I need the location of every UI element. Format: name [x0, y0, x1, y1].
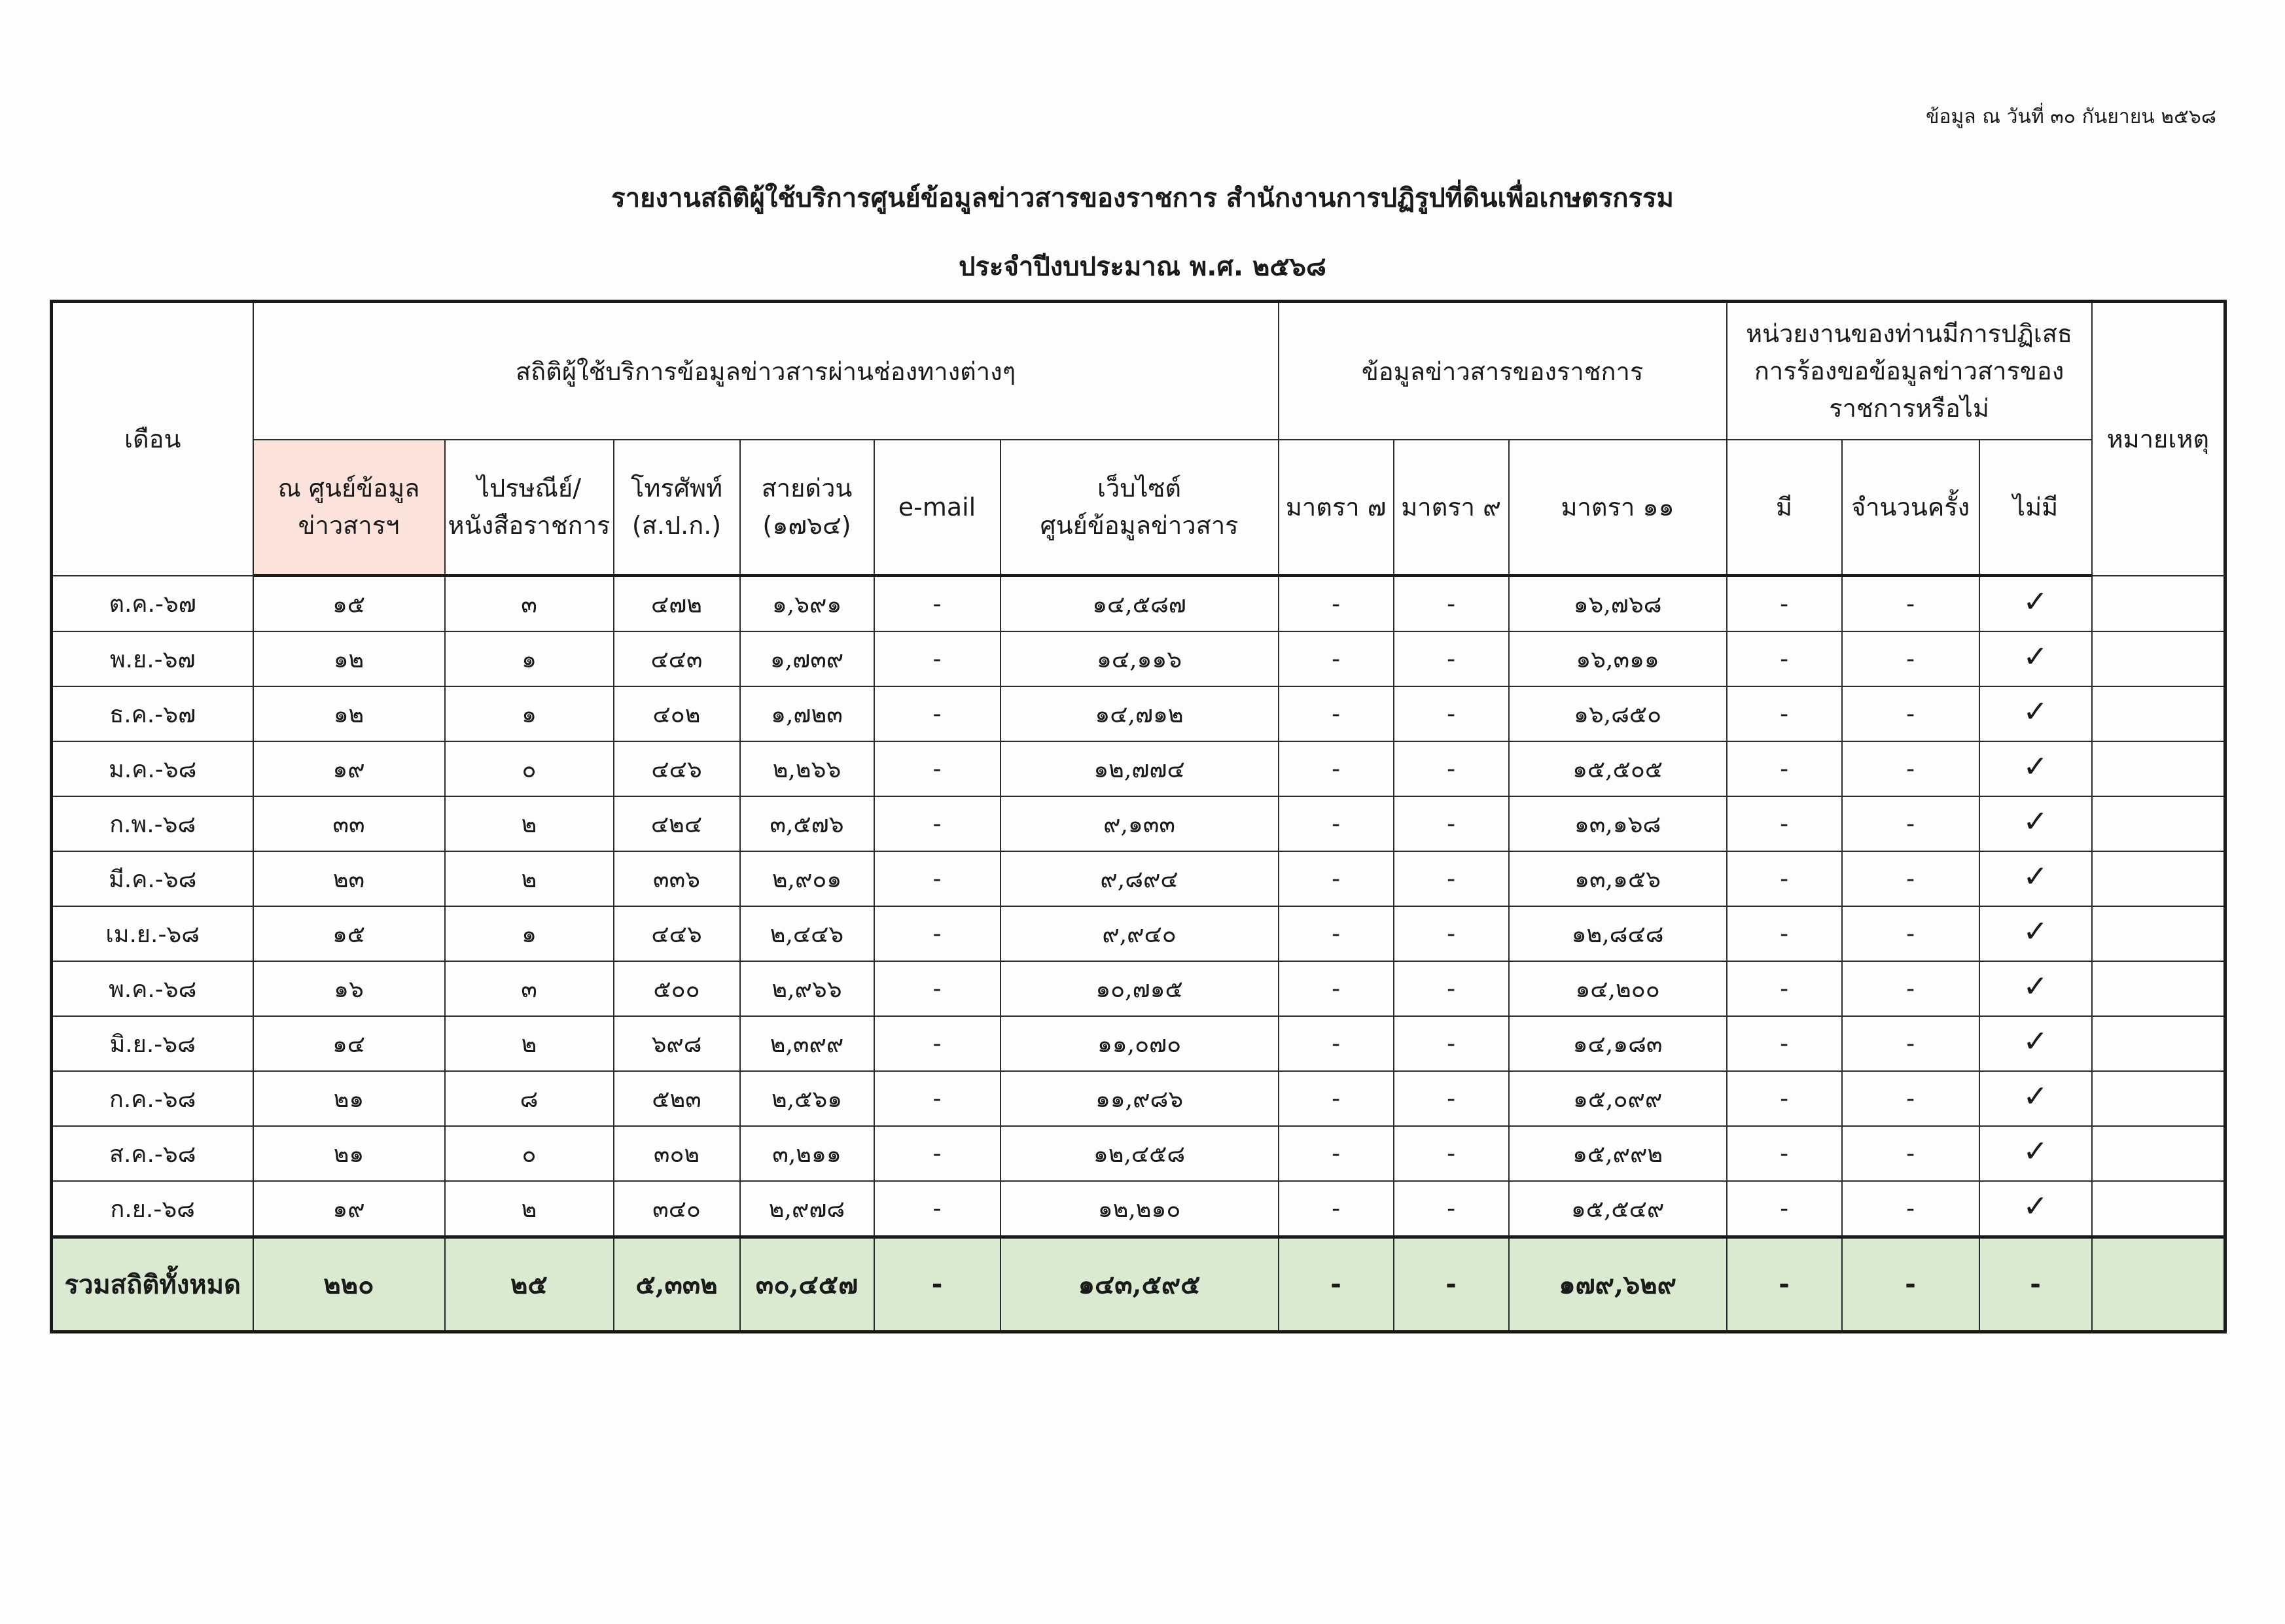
section-7-cell: -	[1279, 906, 1394, 961]
table-body	[52, 576, 2225, 1237]
section-9-cell: -	[1394, 1071, 1509, 1126]
total-label: รวมสถิติทั้งหมด	[52, 1237, 253, 1332]
mail-count-cell: ๑	[445, 906, 614, 961]
center-count-cell: ๑๔	[253, 1016, 445, 1071]
remarks-cell	[2092, 1071, 2225, 1126]
month-cell: มิ.ย.-๖๘	[52, 1016, 253, 1071]
website-count-cell: ๙,๑๓๓	[1001, 796, 1279, 851]
hotline-count-cell: ๑,๗๒๓	[740, 686, 874, 741]
section-11-cell: ๑๖,๘๕๐	[1509, 686, 1727, 741]
header-section-11: มาตรา ๑๑	[1509, 440, 1727, 576]
remarks-cell	[2092, 906, 2225, 961]
table-row	[52, 631, 2225, 686]
header-section-7: มาตรา ๗	[1279, 440, 1394, 576]
month-cell: พ.ค.-๖๘	[52, 961, 253, 1016]
header-hotline: สายด่วน (๑๗๖๔)	[740, 440, 874, 576]
header-mail: ไปรษณีย์/ หนังสือราชการ	[445, 440, 614, 576]
refusal-no-cell	[1979, 1016, 2092, 1071]
phone-count-cell: ๓๓๖	[614, 851, 740, 906]
refusal-times-cell: -	[1842, 741, 1979, 796]
check-icon: ✓	[2023, 1078, 2048, 1114]
center-count-cell: ๑๖	[253, 961, 445, 1016]
check-icon: ✓	[2023, 858, 2048, 894]
email-count-cell: -	[874, 741, 1001, 796]
refusal-yes-cell: -	[1727, 1181, 1842, 1237]
website-count-cell: ๙,๙๔๐	[1001, 906, 1279, 961]
refusal-times-cell: -	[1842, 796, 1979, 851]
table-row	[52, 906, 2225, 961]
refusal-no-cell	[1979, 686, 2092, 741]
total-email: -	[874, 1237, 1001, 1332]
table-row	[52, 1126, 2225, 1181]
hotline-count-cell: ๒,๒๖๖	[740, 741, 874, 796]
check-icon: ✓	[2023, 968, 2048, 1004]
section-9-cell: -	[1394, 851, 1509, 906]
total-section-9: -	[1394, 1237, 1509, 1332]
mail-count-cell: ๒	[445, 851, 614, 906]
header-remarks: หมายเหตุ	[2092, 302, 2225, 576]
header-refusal-no: ไม่มี	[1979, 440, 2092, 576]
website-count-cell: ๑๑,๐๗๐	[1001, 1016, 1279, 1071]
mail-count-cell: ๓	[445, 576, 614, 632]
refusal-yes-cell: -	[1727, 741, 1842, 796]
center-count-cell: ๑๙	[253, 1181, 445, 1237]
phone-count-cell: ๔๔๖	[614, 906, 740, 961]
check-icon: ✓	[2023, 1023, 2048, 1059]
month-cell: ก.ค.-๖๘	[52, 1071, 253, 1126]
section-11-cell: ๑๕,๕๔๙	[1509, 1181, 1727, 1237]
refusal-yes-cell: -	[1727, 1016, 1842, 1071]
section-11-cell: ๑๖,๗๖๘	[1509, 576, 1727, 632]
section-11-cell: ๑๕,๐๙๙	[1509, 1071, 1727, 1126]
total-section-7: -	[1279, 1237, 1394, 1332]
section-9-cell: -	[1394, 796, 1509, 851]
email-count-cell: -	[874, 1181, 1001, 1237]
total-website: ๑๔๓,๕๙๕	[1001, 1237, 1279, 1332]
section-9-cell: -	[1394, 906, 1509, 961]
hotline-count-cell: ๑,๖๙๑	[740, 576, 874, 632]
refusal-yes-cell: -	[1727, 631, 1842, 686]
center-count-cell: ๑๕	[253, 906, 445, 961]
section-7-cell: -	[1279, 796, 1394, 851]
check-icon: ✓	[2023, 1133, 2048, 1169]
month-cell: ธ.ค.-๖๗	[52, 686, 253, 741]
refusal-yes-cell: -	[1727, 851, 1842, 906]
section-7-cell: -	[1279, 1071, 1394, 1126]
month-cell: ต.ค.-๖๗	[52, 576, 253, 632]
remarks-cell	[2092, 961, 2225, 1016]
refusal-times-cell: -	[1842, 1126, 1979, 1181]
section-9-cell: -	[1394, 961, 1509, 1016]
mail-count-cell: ๐	[445, 1126, 614, 1181]
header-email: e-mail	[874, 440, 1001, 576]
section-11-cell: ๑๓,๑๖๘	[1509, 796, 1727, 851]
phone-count-cell: ๔๒๔	[614, 796, 740, 851]
phone-count-cell: ๕๒๓	[614, 1071, 740, 1126]
header-official-info-group: ข้อมูลข่าวสารของราชการ	[1279, 302, 1727, 440]
refusal-no-cell	[1979, 851, 2092, 906]
total-mail: ๒๕	[445, 1237, 614, 1332]
phone-count-cell: ๔๗๒	[614, 576, 740, 632]
statistics-table	[50, 300, 2227, 1333]
month-cell: ก.ย.-๖๘	[52, 1181, 253, 1237]
center-count-cell: ๓๓	[253, 796, 445, 851]
section-9-cell: -	[1394, 686, 1509, 741]
mail-count-cell: ๒	[445, 1016, 614, 1071]
total-refusal-yes: -	[1727, 1237, 1842, 1332]
month-cell: เม.ย.-๖๘	[52, 906, 253, 961]
mail-count-cell: ๒	[445, 796, 614, 851]
section-11-cell: ๑๔,๒๐๐	[1509, 961, 1727, 1016]
total-hotline: ๓๐,๔๕๗	[740, 1237, 874, 1332]
phone-count-cell: ๔๔๓	[614, 631, 740, 686]
section-11-cell: ๑๖,๓๑๑	[1509, 631, 1727, 686]
website-count-cell: ๑๒,๒๑๐	[1001, 1181, 1279, 1237]
mail-count-cell: ๑	[445, 686, 614, 741]
header-refusal-times: จำนวนครั้ง	[1842, 440, 1979, 576]
remarks-cell	[2092, 631, 2225, 686]
hotline-count-cell: ๒,๔๔๖	[740, 906, 874, 961]
section-9-cell: -	[1394, 1126, 1509, 1181]
email-count-cell: -	[874, 1126, 1001, 1181]
check-icon: ✓	[2023, 583, 2048, 619]
email-count-cell: -	[874, 631, 1001, 686]
refusal-yes-cell: -	[1727, 961, 1842, 1016]
hotline-count-cell: ๑,๗๓๙	[740, 631, 874, 686]
refusal-no-cell	[1979, 796, 2092, 851]
table-row	[52, 961, 2225, 1016]
section-7-cell: -	[1279, 741, 1394, 796]
section-9-cell: -	[1394, 631, 1509, 686]
refusal-times-cell: -	[1842, 1016, 1979, 1071]
mail-count-cell: ๑	[445, 631, 614, 686]
refusal-times-cell: -	[1842, 686, 1979, 741]
refusal-no-cell	[1979, 631, 2092, 686]
header-section-9: มาตรา ๙	[1394, 440, 1509, 576]
header-info-center: ณ ศูนย์ข้อมูล ข่าวสารฯ	[253, 440, 445, 576]
refusal-yes-cell: -	[1727, 576, 1842, 632]
month-cell: ก.พ.-๖๘	[52, 796, 253, 851]
section-7-cell: -	[1279, 686, 1394, 741]
email-count-cell: -	[874, 576, 1001, 632]
center-count-cell: ๑๕	[253, 576, 445, 632]
section-7-cell: -	[1279, 1126, 1394, 1181]
section-7-cell: -	[1279, 1016, 1394, 1071]
hotline-count-cell: ๒,๓๙๙	[740, 1016, 874, 1071]
hotline-count-cell: ๓,๒๑๑	[740, 1126, 874, 1181]
section-9-cell: -	[1394, 1016, 1509, 1071]
refusal-times-cell: -	[1842, 1181, 1979, 1237]
check-icon: ✓	[2023, 913, 2048, 949]
website-count-cell: ๑๒,๔๕๘	[1001, 1126, 1279, 1181]
remarks-cell	[2092, 796, 2225, 851]
refusal-no-cell	[1979, 741, 2092, 796]
email-count-cell: -	[874, 906, 1001, 961]
hotline-count-cell: ๒,๙๗๘	[740, 1181, 874, 1237]
center-count-cell: ๑๒	[253, 631, 445, 686]
check-icon: ✓	[2023, 803, 2048, 839]
table-row	[52, 1181, 2225, 1237]
website-count-cell: ๑๒,๗๗๔	[1001, 741, 1279, 796]
email-count-cell: -	[874, 686, 1001, 741]
total-center: ๒๒๐	[253, 1237, 445, 1332]
refusal-yes-cell: -	[1727, 906, 1842, 961]
remarks-cell	[2092, 1016, 2225, 1071]
center-count-cell: ๒๑	[253, 1126, 445, 1181]
refusal-no-cell	[1979, 1126, 2092, 1181]
header-refusal-yes: มี	[1727, 440, 1842, 576]
phone-count-cell: ๔๐๒	[614, 686, 740, 741]
total-refusal-times: -	[1842, 1237, 1979, 1332]
table-row	[52, 1071, 2225, 1126]
header-month: เดือน	[52, 302, 253, 576]
center-count-cell: ๒๓	[253, 851, 445, 906]
center-count-cell: ๒๑	[253, 1071, 445, 1126]
website-count-cell: ๙,๘๙๔	[1001, 851, 1279, 906]
email-count-cell: -	[874, 1016, 1001, 1071]
refusal-no-cell	[1979, 576, 2092, 632]
remarks-cell	[2092, 741, 2225, 796]
center-count-cell: ๑๒	[253, 686, 445, 741]
website-count-cell: ๑๔,๗๑๒	[1001, 686, 1279, 741]
mail-count-cell: ๐	[445, 741, 614, 796]
table-row	[52, 851, 2225, 906]
table-row	[52, 576, 2225, 632]
report-title: รายงานสถิติผู้ใช้บริการศูนย์ข้อมูลข่าวสารของราชการ สำนักงานการปฏิรูปที่ดินเพื่อเกษตรกรรม	[611, 183, 1674, 213]
month-cell: ส.ค.-๖๘	[52, 1126, 253, 1181]
table-row	[52, 796, 2225, 851]
refusal-no-cell	[1979, 1181, 2092, 1237]
phone-count-cell: ๓๐๒	[614, 1126, 740, 1181]
center-count-cell: ๑๙	[253, 741, 445, 796]
section-11-cell: ๑๒,๘๔๘	[1509, 906, 1727, 961]
hotline-count-cell: ๒,๙๐๑	[740, 851, 874, 906]
refusal-yes-cell: -	[1727, 796, 1842, 851]
remarks-cell	[2092, 851, 2225, 906]
total-remarks	[2092, 1237, 2225, 1332]
check-icon: ✓	[2023, 748, 2048, 784]
refusal-times-cell: -	[1842, 906, 1979, 961]
section-11-cell: ๑๕,๙๙๒	[1509, 1126, 1727, 1181]
check-icon: ✓	[2023, 1188, 2048, 1224]
section-9-cell: -	[1394, 576, 1509, 632]
refusal-times-cell: -	[1842, 1071, 1979, 1126]
refusal-times-cell: -	[1842, 631, 1979, 686]
check-icon: ✓	[2023, 638, 2048, 674]
section-7-cell: -	[1279, 631, 1394, 686]
total-refusal-no: -	[1979, 1237, 2092, 1332]
mail-count-cell: ๒	[445, 1181, 614, 1237]
mail-count-cell: ๘	[445, 1071, 614, 1126]
phone-count-cell: ๓๔๐	[614, 1181, 740, 1237]
check-icon: ✓	[2023, 693, 2048, 729]
refusal-no-cell	[1979, 906, 2092, 961]
website-count-cell: ๑๔,๑๑๖	[1001, 631, 1279, 686]
phone-count-cell: ๕๐๐	[614, 961, 740, 1016]
table-row	[52, 686, 2225, 741]
email-count-cell: -	[874, 1071, 1001, 1126]
refusal-yes-cell: -	[1727, 1071, 1842, 1126]
section-7-cell: -	[1279, 851, 1394, 906]
section-7-cell: -	[1279, 961, 1394, 1016]
website-count-cell: ๑๔,๕๘๗	[1001, 576, 1279, 632]
email-count-cell: -	[874, 851, 1001, 906]
hotline-count-cell: ๒,๙๖๖	[740, 961, 874, 1016]
refusal-no-cell	[1979, 1071, 2092, 1126]
refusal-times-cell: -	[1842, 851, 1979, 906]
section-7-cell: -	[1279, 1181, 1394, 1237]
month-cell: พ.ย.-๖๗	[52, 631, 253, 686]
section-11-cell: ๑๕,๕๐๕	[1509, 741, 1727, 796]
section-9-cell: -	[1394, 1181, 1509, 1237]
website-count-cell: ๑๐,๗๑๕	[1001, 961, 1279, 1016]
report-date: ข้อมูล ณ วันที่ ๓๐ กันยายน ๒๕๖๘	[1926, 105, 2216, 128]
section-7-cell: -	[1279, 576, 1394, 632]
email-count-cell: -	[874, 796, 1001, 851]
report-subtitle: ประจำปีงบประมาณ พ.ศ. ๒๕๖๘	[959, 252, 1326, 282]
month-cell: ม.ค.-๖๘	[52, 741, 253, 796]
header-refusal-group: หน่วยงานของท่านมีการปฏิเสธการร้องขอข้อมูลข่าวสารของราชการหรือไม่	[1727, 302, 2092, 440]
phone-count-cell: ๔๔๖	[614, 741, 740, 796]
month-cell: มี.ค.-๖๘	[52, 851, 253, 906]
phone-count-cell: ๖๙๘	[614, 1016, 740, 1071]
section-9-cell: -	[1394, 741, 1509, 796]
remarks-cell	[2092, 686, 2225, 741]
total-row	[52, 1237, 2225, 1332]
mail-count-cell: ๓	[445, 961, 614, 1016]
email-count-cell: -	[874, 961, 1001, 1016]
refusal-yes-cell: -	[1727, 686, 1842, 741]
website-count-cell: ๑๑,๙๘๖	[1001, 1071, 1279, 1126]
total-phone: ๕,๓๓๒	[614, 1237, 740, 1332]
total-section-11: ๑๗๙,๖๒๙	[1509, 1237, 1727, 1332]
remarks-cell	[2092, 1181, 2225, 1237]
table-row	[52, 741, 2225, 796]
refusal-no-cell	[1979, 961, 2092, 1016]
refusal-times-cell: -	[1842, 961, 1979, 1016]
section-11-cell: ๑๓,๑๕๖	[1509, 851, 1727, 906]
header-phone: โทรศัพท์ (ส.ป.ก.)	[614, 440, 740, 576]
hotline-count-cell: ๓,๕๗๖	[740, 796, 874, 851]
header-channels-group: สถิติผู้ใช้บริการข้อมูลข่าวสารผ่านช่องทางต่างๆ	[253, 302, 1279, 440]
remarks-cell	[2092, 1126, 2225, 1181]
refusal-yes-cell: -	[1727, 1126, 1842, 1181]
hotline-count-cell: ๒,๕๖๑	[740, 1071, 874, 1126]
table-row	[52, 1016, 2225, 1071]
section-11-cell: ๑๔,๑๘๓	[1509, 1016, 1727, 1071]
header-website: เว็บไซต์ ศูนย์ข้อมูลข่าวสาร	[1001, 440, 1279, 576]
refusal-times-cell: -	[1842, 576, 1979, 632]
remarks-cell	[2092, 576, 2225, 632]
